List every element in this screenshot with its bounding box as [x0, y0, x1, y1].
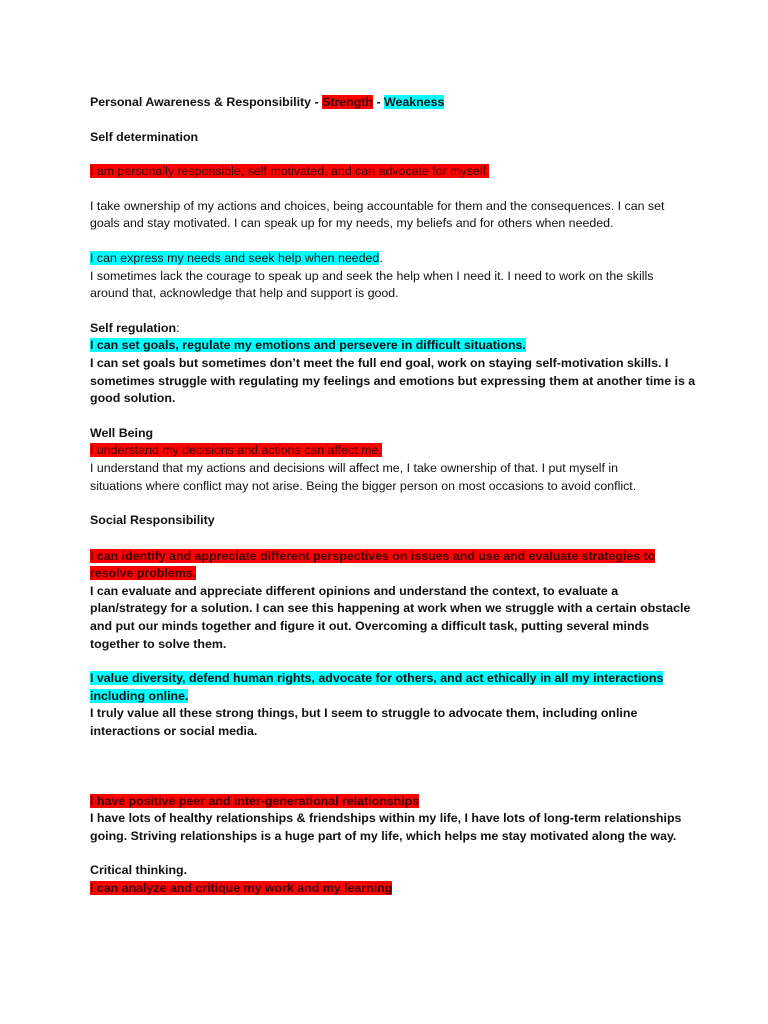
heading-social-responsibility: Social Responsibility	[90, 513, 215, 528]
paragraph-line: I have lots of healthy relationships & friendships within my life, I have lots of long-term relationships	[90, 811, 682, 826]
strength-statement: I understand my decisions and actions can affect me.	[90, 443, 382, 458]
strength-statement: I can identify and appreciate different perspectives on issues and use and evaluate strategies to	[90, 548, 656, 563]
paragraph-line: I sometimes lack the courage to speak up and seek the help when I need it. I need to work on the skills	[90, 268, 654, 283]
paragraph-line: around that, acknowledge that help and support is good.	[90, 286, 399, 301]
weakness-statement: I can set goals, regulate my emotions and persevere in difficult situations.	[90, 338, 526, 353]
strength-statement: I have positive peer and inter-generational relationships	[90, 793, 420, 808]
paragraph-line: plan/strategy for a solution. I can see this happening at work when we struggle with a certain obstacle	[90, 601, 691, 616]
paragraph-line: going. Striving relationships is a huge part of my life, which helps me stay motivated along the way.	[90, 828, 677, 843]
paragraph-line: good solution.	[90, 391, 176, 406]
strength-statement: resolve problems.	[90, 566, 197, 581]
paragraph-line: and put our minds together and figure it out. Overcoming a difficult task, putting several minds	[90, 619, 650, 634]
paragraph-line: I can evaluate and appreciate different opinions and understand the context, to evaluate a	[90, 583, 619, 598]
strength-statement: I can analyze and critique my work and my learning	[90, 881, 393, 895]
paragraph-line: goals and stay motivated. I can speak up for my needs, my beliefs and for others when needed.	[90, 216, 614, 231]
paragraph-line: together to solve them.	[90, 636, 227, 651]
paragraph-line: I can set goals but sometimes don’t meet the full end goal, work on staying self-motivation skills. I	[90, 355, 669, 370]
strength-legend: Strength	[322, 95, 373, 109]
heading-well-being: Well Being	[90, 425, 154, 440]
heading-self-determination: Self determination	[90, 129, 199, 144]
strength-statement: I am personally responsible, self motivated, and can advocate for myself.	[90, 164, 490, 179]
paragraph-line: I take ownership of my actions and choices, being accountable for them and the consequences. I can set	[90, 198, 665, 213]
paragraph-line: I understand that my actions and decisions will affect me, I take ownership of that. I put myself in	[90, 460, 619, 475]
heading-critical-thinking: Critical thinking.	[90, 863, 188, 878]
weakness-statement: I can express my needs and seek help when needed.	[90, 250, 383, 265]
heading-self-regulation: Self regulation:	[90, 320, 180, 335]
paragraph-line: situations where conflict may not arise. Being the bigger person on most occasions to avoid conflict.	[90, 478, 637, 493]
paragraph-line: interactions or social media.	[90, 724, 258, 739]
weakness-statement: I value diversity, defend human rights, advocate for others, and act ethically in all my interactions	[90, 671, 664, 686]
paragraph-line: I truly value all these strong things, but I seem to struggle to advocate them, including online	[90, 706, 638, 721]
weakness-legend: Weakness	[384, 95, 445, 109]
document-title: Personal Awareness & Responsibility - Strength - Weakness	[90, 95, 445, 109]
weakness-statement: including online.	[90, 688, 189, 703]
paragraph-line: sometimes struggle with regulating my feelings and emotions but expressing them at another time is a	[90, 373, 696, 388]
